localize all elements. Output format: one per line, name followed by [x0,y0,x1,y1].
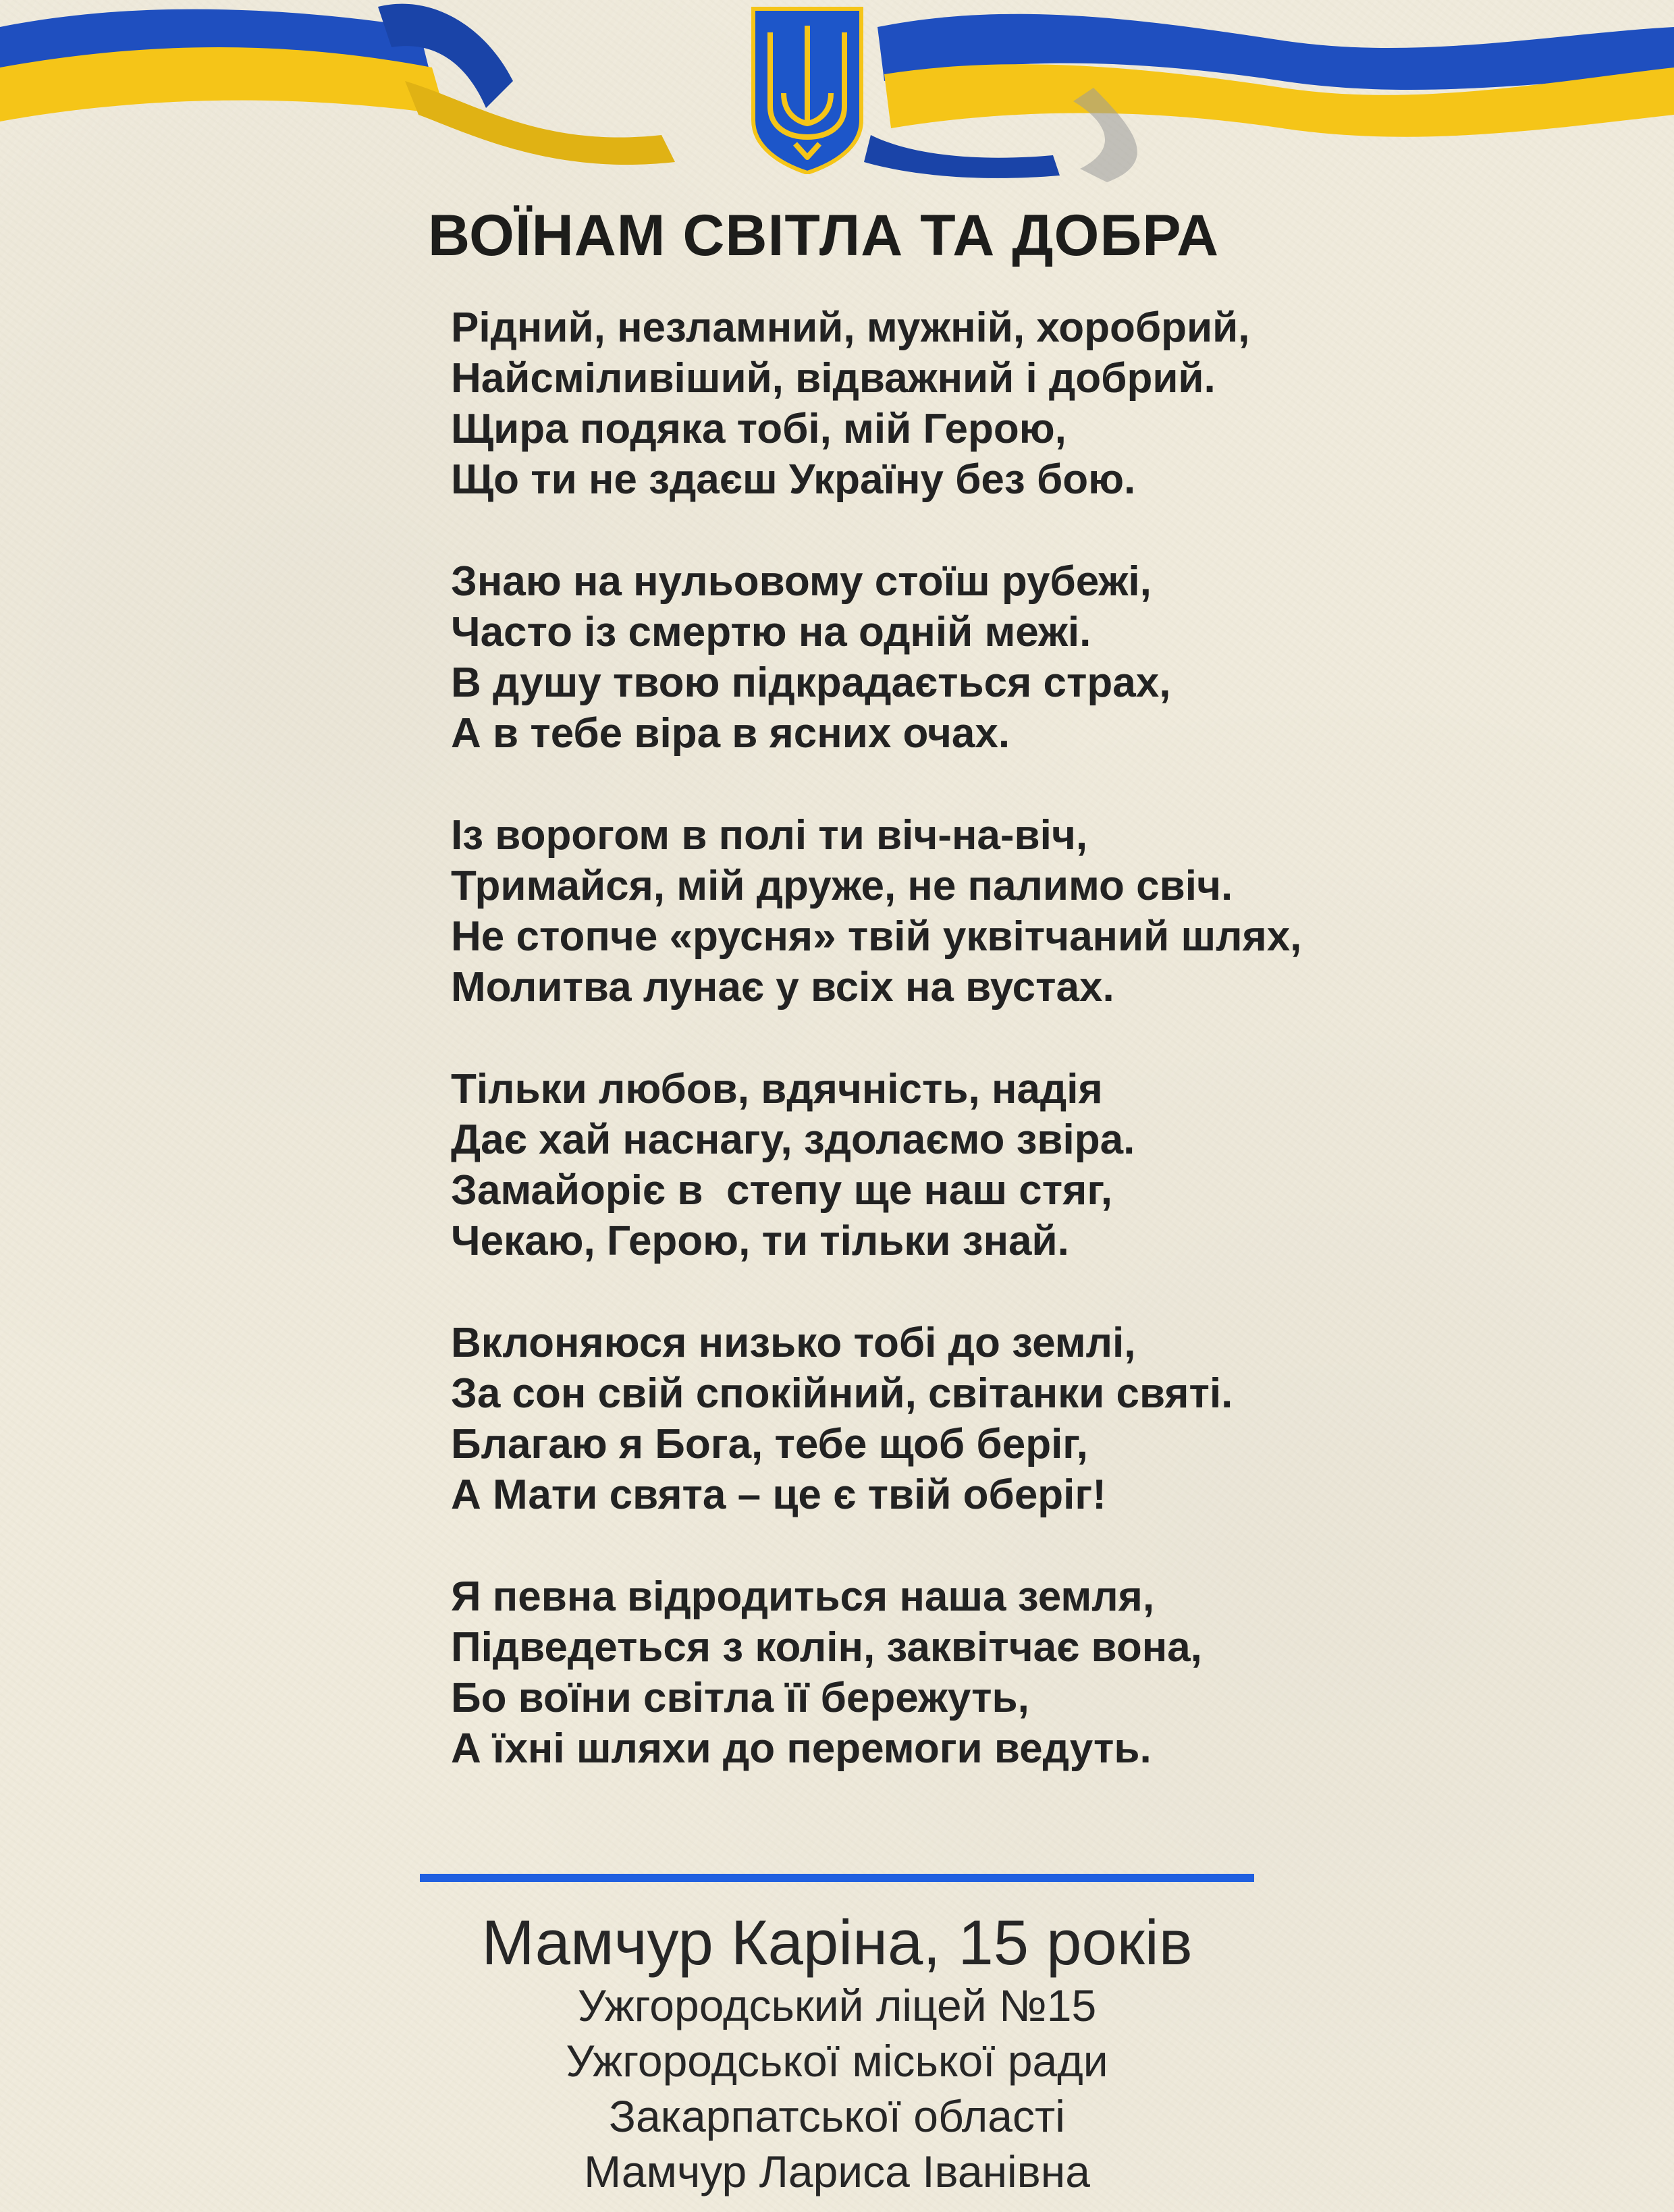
council-line: Ужгородської міської ради [566,2036,1108,2086]
poem-body [451,302,1463,1825]
poem-line: Найсміливіший, відважний і добрий. [451,355,1216,402]
poem-line: А Мати свята – це є твій оберіг! [451,1472,1106,1518]
poem-line: Знаю на нульовому стоїш рубежі, [451,558,1152,605]
poem-line: Рідний, незламний, мужній, хоробрий, [451,304,1250,351]
poem-line: Часто із смертю на одній межі. [451,609,1091,655]
blue-divider [420,1874,1254,1882]
poem-line: Щира подяка тобі, мій Герою, [451,406,1066,452]
stanza [451,556,1463,759]
author-name: Мамчур Каріна, 15 років [481,1907,1193,1978]
poem-line: Молитва лунає у всіх на вустах. [451,964,1114,1010]
poem-line: За сон свій спокійний, світанки святі. [451,1370,1233,1417]
stanza [451,1064,1463,1266]
poem-line: А в тебе віра в ясних очах. [451,710,1010,757]
poem-line: Чекаю, Герою, ти тільки знай. [451,1218,1069,1264]
poem-line: Підведеться з колін, заквітчає вона, [451,1624,1202,1671]
poem-line: Що ти не здаєш Україну без бою. [451,456,1136,503]
stanza [451,1571,1463,1774]
poem-line: Дає хай наснагу, здолаємо звіра. [451,1116,1135,1163]
poem-title: ВОЇНАМ СВІТЛА ТА ДОБРА [428,203,1220,268]
school-line: Ужгородський ліцей №15 [577,1980,1097,2030]
poem-line: Тримайся, мій друже, не палимо свіч. [451,863,1233,909]
teacher-line: Мамчур Лариса Іванівна [584,2147,1090,2196]
stanza [451,810,1463,1013]
stanza [451,302,1463,505]
poem-line: Вклоняюся низько тобі до землі, [451,1320,1136,1366]
poem-line: Я певна відродиться наша земля, [451,1573,1155,1620]
author-info [0,1978,1674,2199]
poem-line: Не стопче «русня» твій уквітчаний шлях, [451,913,1302,960]
poem-line: Замайоріє в степу ще наш стяг, [451,1167,1112,1214]
poem-line: Благаю я Бога, тебе щоб беріг, [451,1421,1088,1467]
stanza [451,1318,1463,1520]
poem-line: В душу твою підкрадається страх, [451,659,1171,706]
region-line: Закарпатської області [609,2091,1065,2141]
poem-line: Тільки любов, вдячність, надія [451,1066,1103,1112]
trident-emblem-icon [747,5,868,174]
poem-line: Бо воїни світла її бережуть, [451,1675,1029,1721]
poem-line: А їхні шляхи до перемоги ведуть. [451,1725,1152,1772]
poem-line: Із ворогом в полі ти віч-на-віч, [451,812,1088,859]
